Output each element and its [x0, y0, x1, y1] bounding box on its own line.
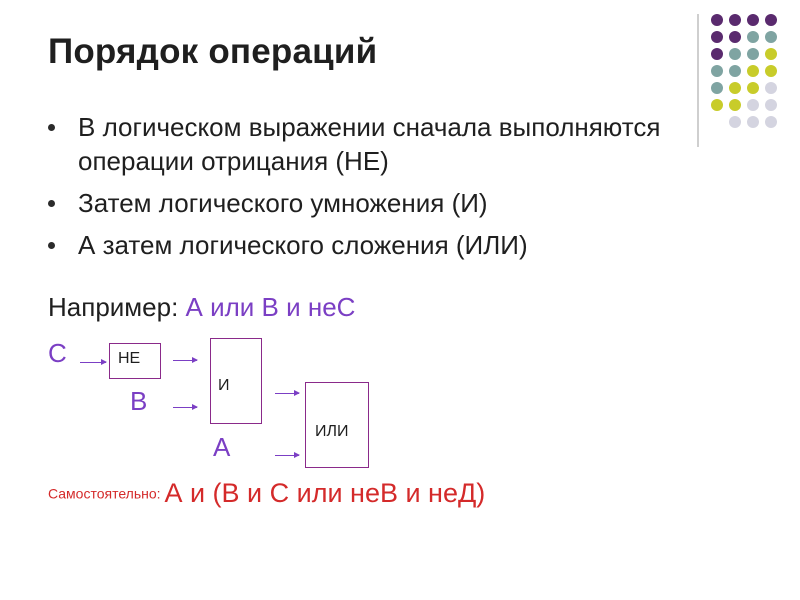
decorative-dot: [765, 65, 777, 77]
and-gate-label: И: [218, 377, 230, 394]
example-expression: А или В и неС: [185, 292, 356, 322]
bullet-dot-icon: [48, 200, 55, 207]
decorative-dot: [747, 65, 759, 77]
or-gate-label: ИЛИ: [315, 423, 349, 440]
decorative-dot: [765, 48, 777, 60]
bullet-list: [48, 110, 708, 270]
arrow-not-to-and: [173, 360, 197, 361]
not-gate-label: НЕ: [118, 350, 141, 367]
input-b-label: В: [130, 386, 148, 416]
bullet-text: А затем логического сложения (ИЛИ): [78, 230, 528, 260]
decorative-dot: [765, 82, 777, 94]
decorative-dot: [729, 116, 741, 128]
decorative-dot: [765, 99, 777, 111]
decorative-dot: [729, 65, 741, 77]
decorative-dot: [747, 31, 759, 43]
decorative-dot: [711, 82, 723, 94]
decorative-dot: [711, 14, 723, 26]
page-title: Порядок операций: [48, 32, 378, 71]
decorative-dot: [747, 116, 759, 128]
task-label: Самостоятельно:: [48, 485, 165, 502]
decorative-dot: [711, 65, 723, 77]
example-prefix: Например:: [48, 292, 186, 322]
decorative-dot: [747, 48, 759, 60]
bullet-dot-icon: [48, 124, 55, 131]
decorative-dot: [711, 48, 723, 60]
arrow-b-to-and: [173, 407, 197, 408]
decorative-dot: [747, 14, 759, 26]
and-gate-box: [210, 338, 262, 424]
input-a-label: А: [213, 432, 231, 462]
decorative-dot: [729, 82, 741, 94]
arrow-a-to-or: [275, 455, 299, 456]
or-gate-box: [305, 382, 369, 468]
bullet-dot-icon: [48, 242, 55, 249]
decorative-dot: [729, 31, 741, 43]
arrow-c-to-not: [80, 362, 106, 363]
decorative-dot: [747, 99, 759, 111]
decorative-dot: [711, 31, 723, 43]
bullet-item: [48, 228, 708, 262]
decorative-dot: [747, 82, 759, 94]
not-gate-box: [109, 343, 161, 379]
decorative-dot: [729, 99, 741, 111]
task-expression: А и (В и С или неВ и неД): [164, 478, 486, 508]
decorative-dot: [765, 31, 777, 43]
decorative-dot: [765, 14, 777, 26]
decorative-dot: [765, 116, 777, 128]
bullet-text: В логическом выражении сначала выполняются операции отрицания (НЕ): [78, 112, 661, 176]
decorative-dot: [729, 48, 741, 60]
task-line: [48, 478, 485, 509]
decorative-dot: [729, 14, 741, 26]
input-c-label: С: [48, 338, 67, 368]
bullet-text: Затем логического умножения (И): [78, 188, 488, 218]
bullet-item: [48, 186, 708, 220]
decorative-dot: [711, 99, 723, 111]
example-line: [48, 292, 355, 323]
arrow-and-to-or: [275, 393, 299, 394]
bullet-item: [48, 110, 708, 178]
